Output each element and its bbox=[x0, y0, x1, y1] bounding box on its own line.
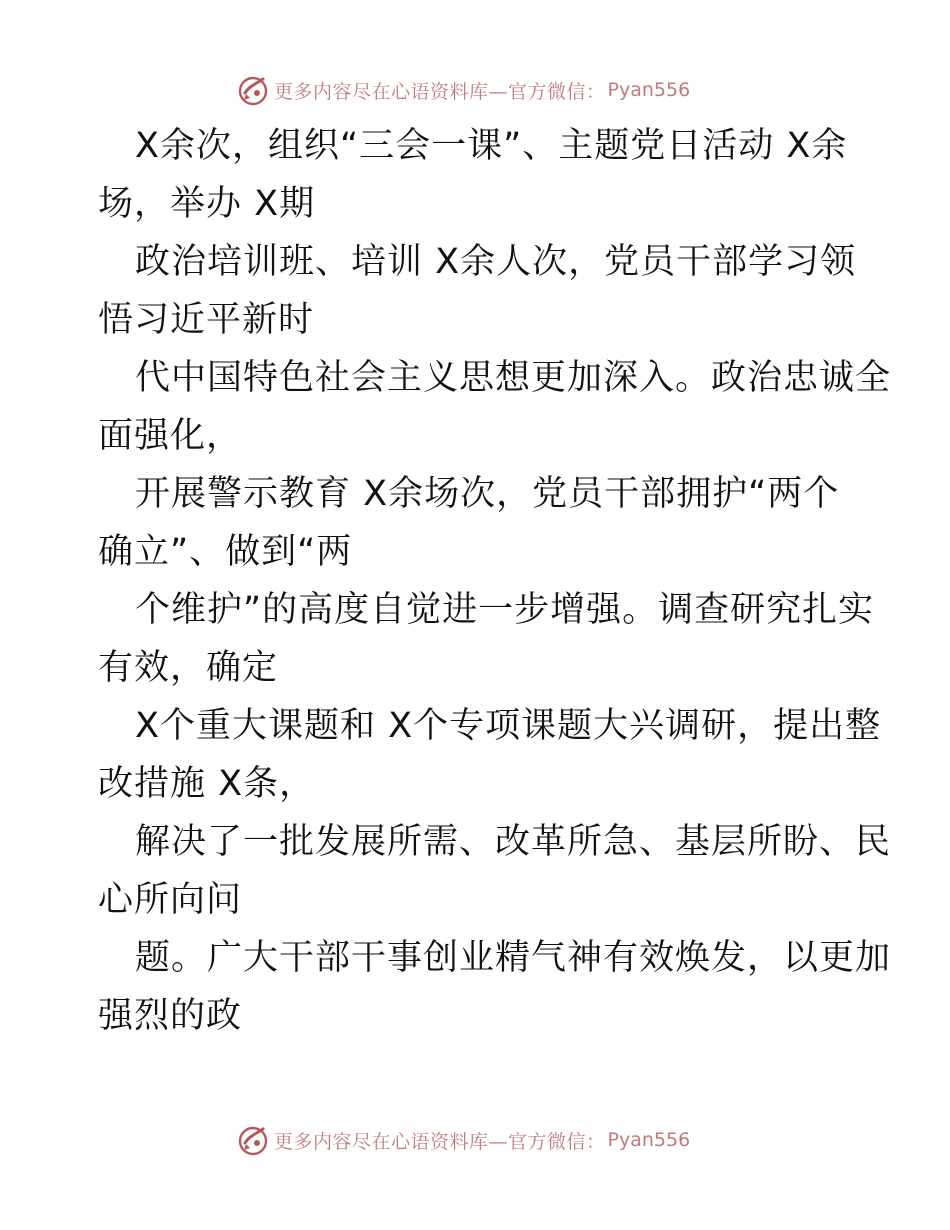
footer-watermark bbox=[236, 1122, 690, 1158]
text-line: 有效，确定 bbox=[98, 648, 279, 688]
text-line: 代中国特色社会主义思想更加深入。政治忠诚全 bbox=[135, 358, 892, 398]
text-line: 场，举办 X期 bbox=[98, 184, 316, 224]
text-line: 开展警示教育 X余场次，党员干部拥护“两个 bbox=[135, 474, 840, 514]
body-text bbox=[98, 117, 892, 1045]
text-line: X个重大课题和 X个专项课题大兴调研，提出整 bbox=[135, 706, 882, 746]
text-line: 悟习近平新时 bbox=[98, 300, 315, 340]
text-line: 改措施 X条， bbox=[98, 764, 316, 804]
text-line: 面强化， bbox=[98, 416, 243, 456]
watermark-id: Pyan556 bbox=[607, 1129, 691, 1151]
watermark-id: Pyan556 bbox=[607, 79, 691, 101]
text-line: 心所向问 bbox=[98, 880, 243, 920]
text-line: X余次，组织“三会一课”、主题党日活动 X余 bbox=[135, 126, 848, 166]
text-line: 个维护”的高度自觉进一步增强。调查研究扎实 bbox=[135, 590, 875, 630]
pen-logo-icon bbox=[236, 1123, 270, 1157]
text-line: 确立”、做到“两 bbox=[98, 532, 353, 572]
watermark-text: 更多内容尽在心语资料库—官方微信： bbox=[274, 80, 606, 103]
text-line: 题。广大干部干事创业精气神有效焕发，以更加 bbox=[135, 938, 892, 978]
watermark-text: 更多内容尽在心语资料库—官方微信： bbox=[274, 1130, 606, 1153]
text-line: 政治培训班、培训 X余人次，党员干部学习领 bbox=[135, 242, 857, 282]
pen-logo-icon bbox=[236, 73, 270, 107]
header-watermark bbox=[236, 72, 690, 108]
text-line: 强烈的政 bbox=[98, 996, 243, 1036]
text-line: 解决了一批发展所需、改革所急、基层所盼、民 bbox=[135, 822, 892, 862]
